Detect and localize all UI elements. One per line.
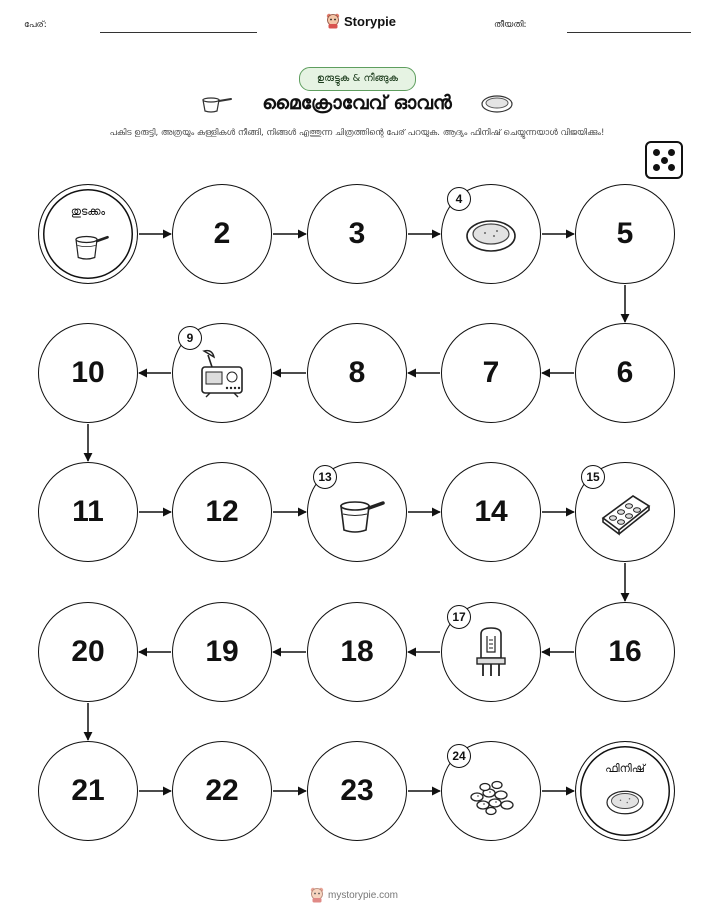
board-cell-23[interactable] bbox=[307, 741, 407, 841]
game-type-badge: ഉരുട്ടുക & നീങ്ങുക bbox=[299, 67, 416, 91]
cell-number: 16 bbox=[608, 635, 642, 668]
cell-number: 5 bbox=[616, 217, 634, 250]
bowl-icon bbox=[463, 206, 519, 262]
popcorn-icon bbox=[463, 763, 519, 819]
cell-number: 8 bbox=[348, 356, 366, 389]
cell-number: 23 bbox=[340, 774, 374, 807]
start-label: തുടക്കം bbox=[70, 205, 106, 218]
radio-icon bbox=[194, 345, 250, 401]
instructions: പകിട ഉരുട്ടി, അത്രയും കള്ളികൾ നീങ്ങി, നിങ്ങൾ എത്തുന്ന ചിത്രത്തിന്റെ പേര് പറയുക. ആദ്യം ഫിനിഷ് ചെയ്യുന്നയാൾ വിജയിക്കും! bbox=[109, 128, 605, 138]
board-cell-22[interactable] bbox=[172, 741, 272, 841]
finish-cell[interactable] bbox=[575, 741, 675, 841]
board-cell-18[interactable] bbox=[307, 602, 407, 702]
cell-number: 21 bbox=[71, 774, 105, 807]
brand-name: Storypie bbox=[344, 13, 397, 29]
board-cell-10[interactable] bbox=[38, 323, 138, 423]
start-cell[interactable] bbox=[38, 184, 138, 284]
board-cell-17[interactable] bbox=[441, 602, 541, 702]
board-cell-20[interactable] bbox=[38, 602, 138, 702]
board-cell-14[interactable] bbox=[441, 462, 541, 562]
board-cell-4[interactable] bbox=[441, 184, 541, 284]
cell-number-badge: 17 bbox=[447, 605, 471, 629]
cell-number-badge: 24 bbox=[447, 744, 471, 768]
cell-number: 7 bbox=[482, 356, 500, 389]
pot-icon bbox=[329, 484, 385, 540]
cell-number-badge: 9 bbox=[178, 326, 202, 350]
cell-number: 19 bbox=[205, 635, 239, 668]
bowl-icon bbox=[604, 780, 646, 822]
date-label: തീയതി: bbox=[494, 20, 527, 30]
storypie-logo-icon bbox=[310, 887, 324, 903]
footer-url: mystorypie.com bbox=[328, 889, 399, 901]
board-cell-21[interactable] bbox=[38, 741, 138, 841]
cell-number-badge: 13 bbox=[313, 465, 337, 489]
board-cell-8[interactable] bbox=[307, 323, 407, 423]
board-cell-24[interactable] bbox=[441, 741, 541, 841]
board-cell-2[interactable] bbox=[172, 184, 272, 284]
cell-number: 20 bbox=[71, 635, 105, 668]
board-cell-13[interactable] bbox=[307, 462, 407, 562]
board-cell-15[interactable] bbox=[575, 462, 675, 562]
board-cell-6[interactable] bbox=[575, 323, 675, 423]
cell-number: 3 bbox=[348, 217, 366, 250]
cell-number: 2 bbox=[213, 217, 231, 250]
board-cell-16[interactable] bbox=[575, 602, 675, 702]
cell-number: 11 bbox=[72, 495, 104, 528]
cell-number: 6 bbox=[616, 356, 634, 389]
board-cell-19[interactable] bbox=[172, 602, 272, 702]
board-cell-9[interactable] bbox=[172, 323, 272, 423]
cell-number-badge: 4 bbox=[447, 187, 471, 211]
finish-label: ഫിനിഷ് bbox=[605, 762, 645, 775]
cell-number: 12 bbox=[205, 495, 239, 528]
pot-icon bbox=[67, 223, 109, 265]
cell-number: 14 bbox=[474, 495, 508, 528]
footer bbox=[310, 887, 398, 903]
magnetron-tube-icon bbox=[463, 624, 519, 680]
board-cell-7[interactable] bbox=[441, 323, 541, 423]
cell-number: 10 bbox=[71, 356, 105, 389]
cell-number-badge: 15 bbox=[581, 465, 605, 489]
page-title: മൈക്രോവേവ് ഓവൻ bbox=[262, 92, 452, 114]
name-label: പേര്: bbox=[24, 20, 47, 30]
cell-number: 22 bbox=[205, 774, 239, 807]
board-cell-3[interactable] bbox=[307, 184, 407, 284]
board-cell-11[interactable] bbox=[38, 462, 138, 562]
board-cell-5[interactable] bbox=[575, 184, 675, 284]
cell-number: 18 bbox=[340, 635, 374, 668]
board-cell-12[interactable] bbox=[172, 462, 272, 562]
tray-icon bbox=[597, 484, 653, 540]
